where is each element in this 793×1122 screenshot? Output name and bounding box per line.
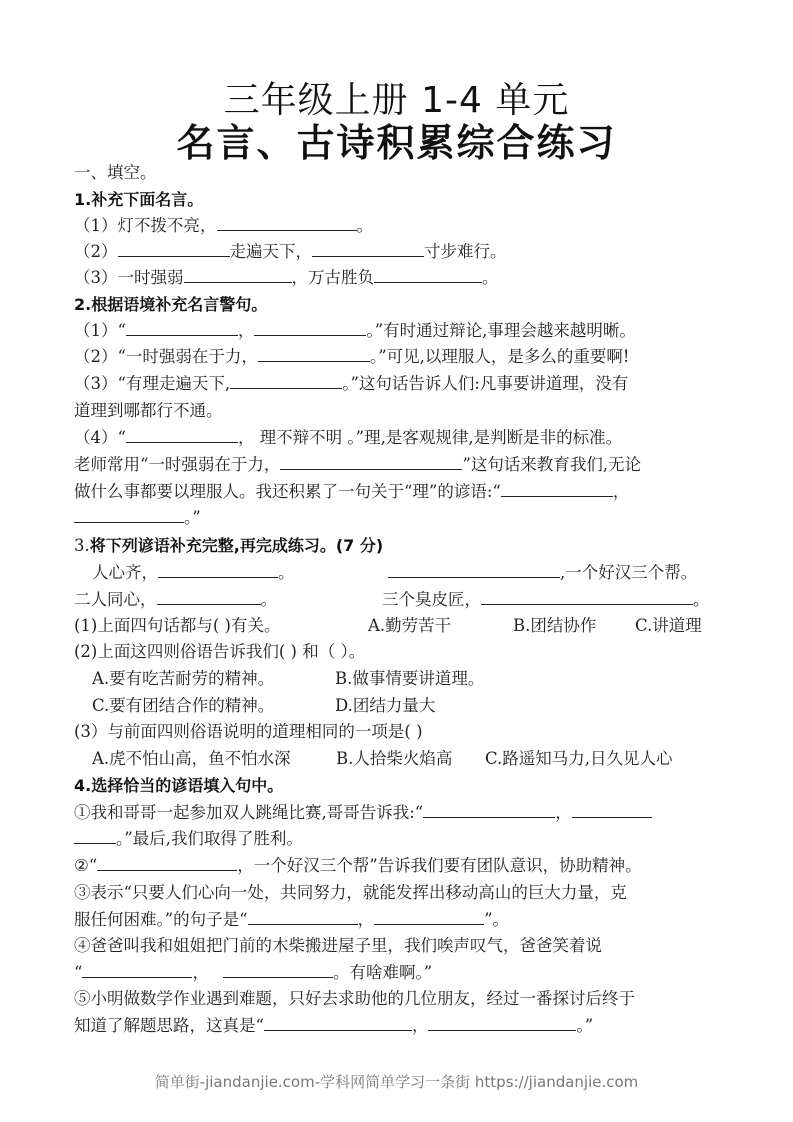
answer-blank[interactable] xyxy=(217,216,357,231)
answer-blank[interactable] xyxy=(254,321,366,336)
answer-blank[interactable] xyxy=(481,590,693,605)
q1-item-2-label: （2） xyxy=(74,242,118,261)
q3-sub1 xyxy=(74,615,281,637)
answer-blank[interactable] xyxy=(126,428,238,443)
section-fill-blank-heading: 一、填空。 xyxy=(74,163,157,182)
answer-blank[interactable] xyxy=(118,242,230,257)
worksheet-title-line2: 名言、古诗积累综合练习 xyxy=(176,121,617,165)
answer-blank[interactable] xyxy=(428,1016,576,1031)
q4-item-4-d: 。有啥难啊。” xyxy=(332,963,433,982)
answer-blank[interactable] xyxy=(158,563,278,578)
q4-item-3-c: ， xyxy=(357,910,375,929)
answer-blank[interactable] xyxy=(97,856,237,871)
q2-item-1-comma: ， xyxy=(237,321,255,340)
q2-item-4-f: ， xyxy=(612,482,630,501)
q3-sub1-option-b[interactable]: B.团结协作 xyxy=(513,616,597,635)
q4-item-2-text: ，一个好汉三个帮”告诉我们要有团队意识，协助精神。 xyxy=(237,856,642,875)
q2-item-1-label: （1）“ xyxy=(74,321,126,340)
q3-proverb-1-text: 人心齐， xyxy=(92,563,158,582)
q3-proverb-4-text: 三个臭皮匠， xyxy=(382,590,481,609)
q3-proverb-2-text: ,一个好汉三个帮。 xyxy=(560,563,698,582)
q1-item-3-label: （3）一时强弱 xyxy=(74,268,184,287)
q3-sub1-option-c[interactable]: C.讲道理 xyxy=(635,616,702,635)
q4-item-5-line2 xyxy=(74,1015,593,1037)
answer-blank[interactable] xyxy=(374,268,482,283)
answer-blank[interactable] xyxy=(248,910,358,925)
q4-heading: 4.选择恰当的谚语填入句中。 xyxy=(74,776,284,795)
answer-blank[interactable] xyxy=(312,242,424,257)
q3-sub1-option-a[interactable]: A.勤劳苦干 xyxy=(368,616,452,635)
q4-item-3-b: 服任何困难。”的句子是“ xyxy=(74,910,248,929)
q1-item-3 xyxy=(74,267,499,289)
worksheet-title-line1: 三年级上册 1-4 单元 xyxy=(223,80,570,121)
answer-blank[interactable] xyxy=(157,590,261,605)
q3-sub2-option-a[interactable]: A.要有吃苦耐劳的精神。 xyxy=(92,669,275,688)
q4-item-4-line2 xyxy=(74,962,432,984)
answer-blank[interactable] xyxy=(423,803,555,818)
q4-item-1-line2 xyxy=(74,828,303,850)
q1-item-2-end: 寸步难行。 xyxy=(424,242,507,261)
answer-blank[interactable] xyxy=(126,321,238,336)
answer-blank[interactable] xyxy=(264,1016,412,1031)
q3-proverb-2 xyxy=(388,562,697,584)
q3-sub2-option-d[interactable]: D.团结力量大 xyxy=(335,696,436,715)
q4-item-4-b: “ xyxy=(74,963,83,982)
q1-item-2 xyxy=(74,241,507,263)
q3-proverb-4-end: 。 xyxy=(693,590,710,609)
q3-proverb-4 xyxy=(382,589,710,611)
q2-item-4-g: 。” xyxy=(184,508,201,527)
answer-blank[interactable] xyxy=(74,829,116,844)
q2-item-4-text: ， 理不辩不明 。”理,是客观规律,是判断是非的标准。 xyxy=(237,428,623,447)
q3-sub1-question: (1)上面四句话都与( )有关。 xyxy=(74,616,281,635)
q2-item-4-label: （4）“ xyxy=(74,428,126,447)
q2-item-3-label: （3）“有理走遍天下, xyxy=(74,374,231,393)
q2-item-4-c: 老师常用“一时强弱在于力， xyxy=(74,455,281,474)
q1-item-3-mid: ，万古胜负 xyxy=(291,268,374,287)
q4-item-1-comma: ， xyxy=(555,803,572,822)
q2-item-1-end: 。”有时通过辩论,事理会越来越明晰。 xyxy=(366,321,636,340)
q3-sub3-option-c[interactable]: C.路遥知马力,日久见人心 xyxy=(485,749,673,768)
q2-heading: 2.根据语境补充名言警句。 xyxy=(74,295,268,314)
q4-item-5-b: 知道了解题思路，这真是“ xyxy=(74,1016,264,1035)
q2-item-3 xyxy=(74,373,628,395)
q1-item-2-mid: 走遍天下， xyxy=(229,242,312,261)
q3-sub3-question: (3）与前面四则俗语说明的道理相同的一项是( ) xyxy=(74,722,423,741)
answer-blank[interactable] xyxy=(374,910,484,925)
q3-sub2-option-c[interactable]: C.要有团结合作的精神。 xyxy=(92,696,275,715)
q3-heading-text: 将下列谚语补充完整,再完成练习。(7 分) xyxy=(89,536,384,555)
q2-item-1 xyxy=(74,320,636,342)
q2-item-4-line4 xyxy=(74,507,201,529)
q2-item-2-label: （2）“一时强弱在于力， xyxy=(74,347,258,366)
q3-proverb-1-end: 。 xyxy=(278,563,295,582)
q2-item-4-line3 xyxy=(74,481,629,503)
footer-watermark: 简单街-jiandanjie.com-学科网简单学习一条街 https://jiandanjie.com xyxy=(154,1073,639,1091)
q2-item-2 xyxy=(74,346,630,368)
q4-item-1-text: ①我和哥哥一起参加双人跳绳比赛,哥哥告诉我:“ xyxy=(74,803,424,822)
q4-item-3: ③表示“只要人们心向一处，共同努力，就能发挥出移动高山的巨大力量，克 xyxy=(74,883,627,902)
q3-sub2-option-b[interactable]: B.做事情要讲道理。 xyxy=(335,669,485,688)
q2-item-4-e: 做什么事都要以理服人。我还积累了一句关于“理”的谚语:“ xyxy=(74,482,501,501)
q2-item-4 xyxy=(74,427,622,449)
answer-blank[interactable] xyxy=(388,563,560,578)
q1-item-1-end: 。 xyxy=(356,216,373,235)
q2-item-2-end: 。”可见,以理服人，是多么的重要啊! xyxy=(369,347,630,366)
answer-blank[interactable] xyxy=(223,963,333,978)
answer-blank[interactable] xyxy=(74,508,184,523)
answer-blank[interactable] xyxy=(184,268,292,283)
answer-blank[interactable] xyxy=(280,455,462,470)
q4-item-5-d: 。” xyxy=(576,1016,594,1035)
q3-sub3-option-a[interactable]: A.虎不怕山高，鱼不怕水深 xyxy=(92,749,291,768)
q4-item-3-d: ”。 xyxy=(484,910,510,929)
q2-item-3-end: 。”这句话告诉人们:凡事要讲道理，没有 xyxy=(342,374,629,393)
q4-item-2-label: ②“ xyxy=(74,856,98,875)
q3-proverb-3 xyxy=(74,589,277,611)
q4-item-5-c: ， xyxy=(411,1016,429,1035)
answer-blank[interactable] xyxy=(501,482,613,497)
q4-item-4: ④爸爸叫我和姐姐把门前的木柴搬进屋子里，我们唉声叹气，爸爸笑着说 xyxy=(74,936,602,955)
q1-item-1 xyxy=(74,215,373,237)
q4-item-2 xyxy=(74,855,642,877)
q3-heading xyxy=(74,535,383,557)
q2-item-4-line2 xyxy=(74,454,641,476)
answer-blank[interactable] xyxy=(230,374,342,389)
q4-item-1-end: 。”最后,我们取得了胜利。 xyxy=(116,829,303,848)
q2-item-3-cont: 道理到哪都行不通。 xyxy=(74,401,223,420)
q1-item-3-end: 。 xyxy=(482,268,499,287)
q4-item-1 xyxy=(74,802,652,824)
q3-number: 3. xyxy=(74,536,90,555)
q1-heading: 1.补充下面名言。 xyxy=(74,190,204,209)
q4-item-5: ⑤小明做数学作业遇到难题，只好去求助他的几位朋友，经过一番探讨后终于 xyxy=(74,989,635,1008)
answer-blank[interactable] xyxy=(572,803,652,818)
q3-proverb-3-text: 二人同心， xyxy=(74,590,157,609)
q4-item-3-line2 xyxy=(74,909,509,931)
q3-proverb-1 xyxy=(92,562,295,584)
q3-proverb-3-end: 。 xyxy=(260,590,277,609)
q3-sub3-option-b[interactable]: B.人拾柴火焰高 xyxy=(336,749,453,768)
answer-blank[interactable] xyxy=(258,347,370,362)
answer-blank[interactable] xyxy=(82,963,192,978)
q2-item-4-d: ”这句话来教育我们,无论 xyxy=(462,455,642,474)
q1-item-1-text: （1）灯不拨不亮， xyxy=(74,216,217,235)
q4-item-4-c: ， xyxy=(192,963,209,982)
q3-sub2-question: (2)上面这四则俗语告诉我们( ) 和（ ）。 xyxy=(74,642,366,661)
